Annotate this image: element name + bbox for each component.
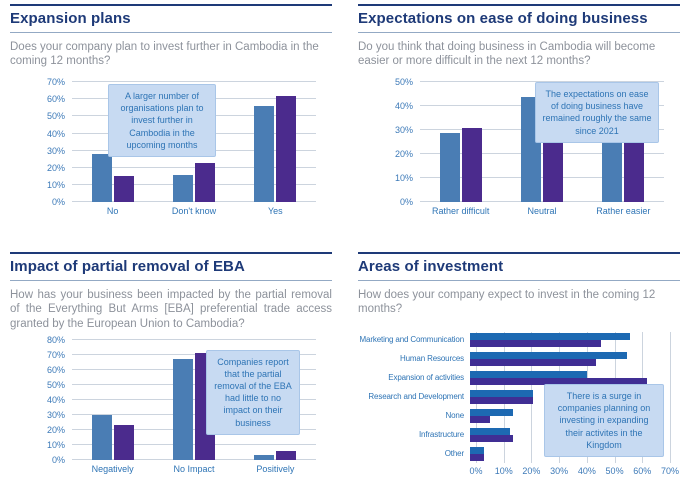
x-axis-label: 50% bbox=[605, 466, 624, 477]
panel-subtitle: How has your business been impacted by the partial removal of the Everything But Arms [EBA] preferential trade access granted by the European Union to Cambodia? bbox=[10, 288, 332, 331]
bar bbox=[173, 359, 193, 460]
x-axis-label: No Impact bbox=[173, 463, 215, 474]
x-axis-label: Negatively bbox=[91, 463, 134, 474]
chart-area bbox=[358, 77, 680, 217]
chart-area bbox=[358, 330, 680, 479]
bar bbox=[254, 455, 274, 460]
category-label: Expansion of activities bbox=[388, 373, 464, 383]
y-axis-label: 70% bbox=[46, 349, 65, 360]
bar bbox=[470, 390, 533, 397]
y-axis-label: 40% bbox=[394, 101, 413, 112]
bar bbox=[195, 163, 215, 202]
bar bbox=[470, 352, 627, 359]
divider bbox=[358, 252, 680, 254]
panel-title: Expectations on ease of doing business bbox=[358, 10, 648, 27]
bar bbox=[92, 154, 112, 202]
y-axis-label: 0% bbox=[399, 197, 413, 208]
x-axis-label: Don't know bbox=[171, 206, 217, 217]
divider bbox=[10, 280, 332, 281]
divider bbox=[10, 32, 332, 33]
divider bbox=[358, 280, 680, 281]
panel-ease-of-business bbox=[358, 4, 680, 250]
chart-area bbox=[10, 77, 332, 217]
bar bbox=[470, 371, 587, 378]
bar-pair bbox=[470, 352, 670, 366]
x-axis-label: Yes bbox=[267, 206, 283, 217]
chart-area bbox=[10, 334, 332, 474]
bar bbox=[470, 359, 596, 366]
x-axis-labels bbox=[72, 464, 316, 474]
callout-note bbox=[544, 384, 664, 457]
y-axis-label: 30% bbox=[394, 125, 413, 136]
callout-note bbox=[206, 350, 300, 435]
y-axis-label: 60% bbox=[46, 364, 65, 375]
x-axis-label: 60% bbox=[633, 466, 652, 477]
y-axis-label: 0% bbox=[51, 197, 65, 208]
bar bbox=[462, 128, 482, 202]
x-axis-label: Rather difficult bbox=[431, 206, 490, 217]
category-label: Research and Development bbox=[368, 392, 464, 402]
y-axis-label: 50% bbox=[394, 77, 413, 88]
y-axis-label: 0% bbox=[51, 454, 65, 465]
panel-subtitle: How does your company expect to invest in the coming 12 months? bbox=[358, 288, 656, 316]
x-axis-label: Positively bbox=[256, 463, 295, 474]
bar bbox=[624, 137, 644, 202]
bar bbox=[470, 428, 510, 435]
bar-row bbox=[358, 330, 680, 349]
x-axis-labels bbox=[420, 206, 664, 216]
callout-text: Companies report that the partial removal of the EBA had little to no impact on their business bbox=[214, 356, 292, 428]
bar bbox=[114, 425, 134, 460]
panel-subtitle: Does your company plan to invest further in Cambodia in the coming 12 months? bbox=[10, 40, 319, 68]
bar bbox=[470, 340, 601, 347]
x-axis-label: 70% bbox=[660, 466, 680, 477]
callout-text: A larger number of organisations plan to invest further in Cambodia in the upcoming months bbox=[120, 91, 204, 150]
divider bbox=[10, 252, 332, 254]
bar-pair bbox=[470, 371, 670, 385]
bar-row bbox=[358, 349, 680, 368]
callout-note bbox=[535, 82, 659, 143]
y-axis-label: 20% bbox=[394, 149, 413, 160]
x-axis-label: Neutral bbox=[527, 206, 557, 217]
panel-title: Impact of partial removal of EBA bbox=[10, 258, 245, 275]
bar-pair bbox=[470, 333, 670, 347]
bar bbox=[470, 454, 484, 461]
bar bbox=[470, 447, 484, 454]
panel-areas-of-investment bbox=[358, 252, 680, 498]
bar bbox=[114, 176, 134, 202]
x-axis-label: 10% bbox=[494, 466, 513, 477]
y-axis-label: 30% bbox=[46, 145, 65, 156]
y-axis-label: 70% bbox=[46, 77, 65, 88]
panel-eba-impact bbox=[10, 252, 332, 498]
x-axis-labels bbox=[72, 206, 316, 216]
bar bbox=[440, 133, 460, 203]
y-axis-label: 10% bbox=[46, 180, 65, 191]
callout-text: There is a surge in companies planning on investing in expanding their activites in the Kingdom bbox=[557, 391, 651, 450]
y-axis-label: 60% bbox=[46, 94, 65, 105]
x-axis-label: 40% bbox=[577, 466, 596, 477]
y-axis-label: 30% bbox=[46, 409, 65, 420]
bar-group bbox=[420, 82, 501, 202]
y-axis-label: 10% bbox=[394, 173, 413, 184]
y-axis-label: 80% bbox=[46, 334, 65, 345]
bar-group bbox=[235, 82, 316, 202]
bar bbox=[92, 415, 112, 460]
bar bbox=[470, 416, 490, 423]
category-label: Human Resources bbox=[399, 354, 464, 364]
panel-title: Expansion plans bbox=[10, 10, 131, 27]
panel-title: Areas of investment bbox=[358, 258, 504, 275]
x-axis-label: No bbox=[106, 206, 119, 217]
y-axis-label: 40% bbox=[46, 394, 65, 405]
bar bbox=[602, 137, 622, 202]
bar bbox=[470, 397, 533, 404]
callout-note bbox=[108, 84, 216, 157]
y-axis-label: 10% bbox=[46, 439, 65, 450]
divider bbox=[358, 4, 680, 6]
bar bbox=[276, 451, 296, 460]
x-axis-label: 30% bbox=[550, 466, 569, 477]
panel-expansion-plans bbox=[10, 4, 332, 250]
bar bbox=[254, 106, 274, 202]
bar-group bbox=[72, 340, 153, 460]
callout-text: The expectations on ease of doing business have remained roughly the same since 2021 bbox=[542, 89, 652, 136]
bar bbox=[470, 409, 513, 416]
y-axis-label: 20% bbox=[46, 424, 65, 435]
y-axis-label: 40% bbox=[46, 128, 65, 139]
category-label: Marketing and Communication bbox=[359, 335, 464, 345]
panel-subtitle: Do you think that doing business in Cambodia will become easier or more difficult in the next 12 months? bbox=[358, 40, 656, 68]
bar bbox=[276, 96, 296, 202]
divider bbox=[10, 4, 332, 6]
category-label: None bbox=[445, 411, 464, 421]
divider bbox=[358, 32, 680, 33]
x-axis-label: 20% bbox=[522, 466, 541, 477]
bar bbox=[470, 435, 513, 442]
y-axis-label: 50% bbox=[46, 111, 65, 122]
x-axis-label: 0% bbox=[469, 466, 483, 477]
category-label: Infrastructure bbox=[418, 430, 464, 440]
y-axis-label: 20% bbox=[46, 162, 65, 173]
y-axis-label: 50% bbox=[46, 379, 65, 390]
x-axis-label: Rather easier bbox=[596, 206, 651, 217]
category-label: Other bbox=[444, 449, 464, 459]
bar bbox=[470, 333, 630, 340]
x-axis-labels bbox=[469, 466, 680, 479]
bar bbox=[173, 175, 193, 202]
